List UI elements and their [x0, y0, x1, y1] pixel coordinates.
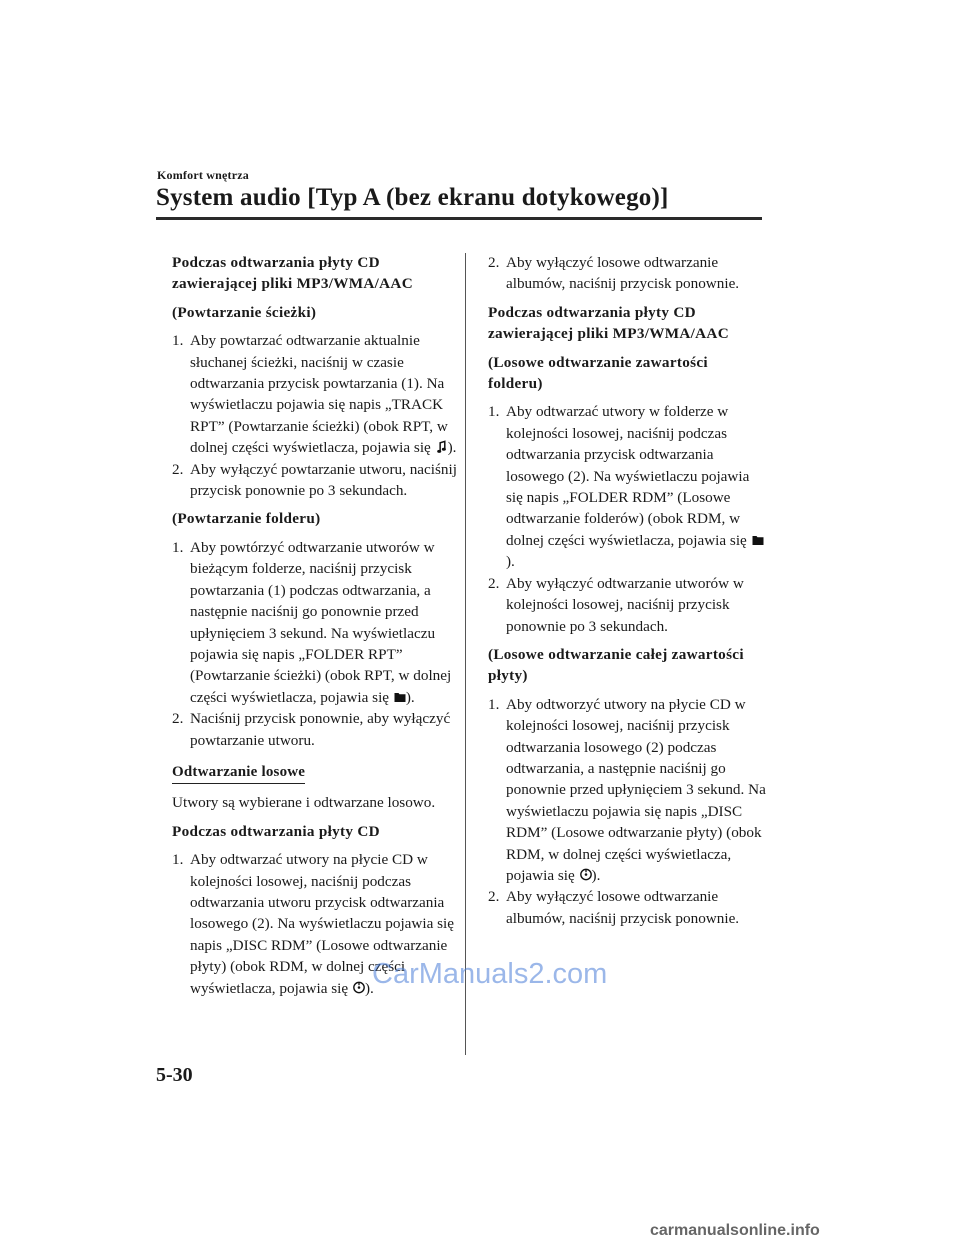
- section-label: Komfort wnętrza: [157, 168, 249, 182]
- watermark-center: CarManuals2.com: [372, 958, 608, 990]
- title-rule: [156, 217, 762, 220]
- list-item: 1. Aby odtwarzać utwory w folderze w kolejności losowej, naciśnij podczas odtwarzania przycisk odtwarzania losowego (2). Na wyświetlaczu pojawia się napis „FOLDER RDM” (Losowe odtwarzanie folderów) (obok RDM, w dolnej części wyświetlacza, pojawia się ).: [488, 401, 766, 572]
- continued-steps: [488, 252, 766, 295]
- page-title: System audio [Typ A (bez ekranu dotykowego)]: [156, 184, 669, 211]
- disc-random-steps: [488, 694, 766, 929]
- list-item: 2. Naciśnij przycisk ponownie, aby wyłączyć powtarzanie utworu.: [172, 710, 451, 749]
- heading-folder-repeat: (Powtarzanie folderu): [172, 510, 321, 528]
- left-column: [172, 252, 458, 1006]
- track-repeat-icon: [436, 440, 448, 453]
- disc-icon: [353, 981, 365, 994]
- right-column: [488, 252, 766, 936]
- disc-icon: [580, 868, 592, 881]
- folder-icon: [752, 533, 764, 546]
- list-item: 2. Aby wyłączyć powtarzanie utworu, naciśnij przycisk ponownie po 3 sekundach.: [172, 460, 457, 500]
- column-divider: [465, 253, 466, 1055]
- list-item: 1. Aby odtworzyć utwory na płycie CD w kolejności losowej, naciśnij przycisk odtwarzania losowego (2) podczas odtwarzania, a następnie naciśnij go ponownie przed upłynięciem 3 sekund. Na wyświetlaczu pojawia się napis „DISC RDM” (Losowe odtwarzanie płyty) (obok RDM, w dolnej części wyświetlacza, pojawia się ).: [488, 695, 766, 884]
- heading-cd: Podczas odtwarzania płyty CD: [172, 822, 380, 840]
- page-number: 5-30: [156, 1064, 193, 1086]
- folder-random-steps: [488, 401, 766, 636]
- list-item: 2. Aby wyłączyć losowe odtwarzanie albumów, naciśnij przycisk ponownie.: [488, 254, 740, 293]
- list-item: 1. Aby odtwarzać utwory na płycie CD w kolejności losowej, naciśnij podczas odtwarzania utworu przycisk odtwarzania losowego (2). Na wyświetlaczu pojawia się napis „DISC RDM” (Losowe odtwarzanie płyty) (obok RDM, w dolnej części wyświetlacza, pojawia się ).: [172, 851, 455, 997]
- list-item: 1. Aby powtórzyć odtwarzanie utworów w bieżącym folderze, naciśnij przycisk powtarzania (1) podczas odtwarzania, a następnie naciśnij go ponownie przed upłynięciem 3 sekund. Na wyświetlaczu pojawia się napis „FOLDER RPT” (Powtarzanie ścieżki) (obok RPT, w dolnej części wyświetlacza, pojawia się ).: [172, 538, 452, 706]
- heading-mp3-cd-right: Podczas odtwarzania płyty CD zawierającej pliki MP3/WMA/AAC: [488, 303, 729, 343]
- list-item: 2. Aby wyłączyć odtwarzanie utworów w kolejności losowej, naciśnij przycisk ponownie po 3 sekundach.: [488, 574, 744, 635]
- heading-track-repeat: (Powtarzanie ścieżki): [172, 303, 317, 321]
- list-item: 1. Aby powtarzać odtwarzanie aktualnie słuchanej ścieżki, naciśnij w czasie odtwarzania przycisk powtarzania (1). Na wyświetlaczu pojawia się napis „TRACK RPT” (Powtarzanie ścieżki) (obok RPT, w dolnej części wyświetlacza, pojawia się ).: [172, 332, 457, 457]
- random-intro: Utwory są wybierane i odtwarzane losowo.: [172, 794, 436, 812]
- track-repeat-steps: [172, 330, 458, 501]
- heading-mp3-cd: Podczas odtwarzania płyty CD zawierającej pliki MP3/WMA/AAC: [172, 254, 413, 293]
- watermark-footer: carmanualsonline.info: [650, 1222, 820, 1239]
- list-item: 2. Aby wyłączyć losowe odtwarzanie albumów, naciśnij przycisk ponownie.: [488, 888, 740, 927]
- heading-folder-random: (Losowe odtwarzanie zawartości folderu): [488, 353, 708, 393]
- folder-repeat-steps: [172, 537, 458, 751]
- subheading-random-play: Odtwarzanie losowe: [172, 762, 305, 784]
- folder-icon: [394, 690, 406, 703]
- heading-disc-random: (Losowe odtwarzanie całej zawartości płyty): [488, 645, 744, 685]
